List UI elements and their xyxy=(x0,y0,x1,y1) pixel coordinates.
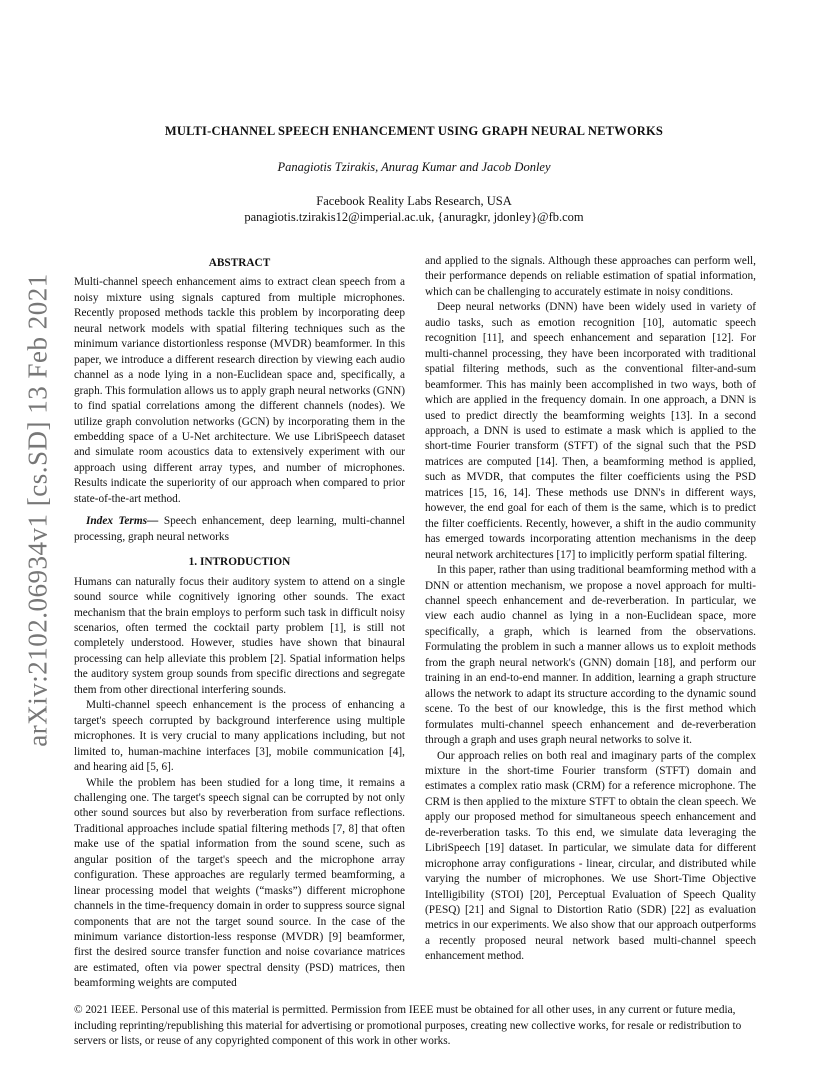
paper-title: MULTI-CHANNEL SPEECH ENHANCEMENT USING GRAPH NEURAL NETWORKS xyxy=(164,124,664,138)
author-list: Panagiotis Tzirakis, Anurag Kumar and Jacob Donley xyxy=(277,160,551,174)
intro-paragraph-3: While the problem has been studied for a long time, it remains a challenging one. The target's speech signal can be corrupted by not only other sound sources but also by reverberation from surface reflections. Traditional approaches include spatial filtering methods [7, 8] that often make use of the spatial information from the sound scene, such as angular position of the target's speech and the microphone array configuration. These approaches are regularly termed beamforming, a linear processing model that weights (“masks”) different microphone channels in the time-frequency domain in order to suppress source signal components that are not the target sound source. In the case of the minimum variance distortion-less response (MVDR) [9] beamformer, first the desired source transfer function and noise covariance matrices are estimated, often via power spectral density (PSD) matrices, then beamforming weights are computed xyxy=(74,776,405,990)
author-emails: panagiotis.tzirakis12@imperial.ac.uk, {anuragkr, jdonley}@fb.com xyxy=(244,210,584,224)
intro-paragraph-5: In this paper, rather than using traditional beamforming method with a DNN or attention mechanism, we propose a novel approach for multi-channel speech enhancement and de-reverberation. In particular, we view each audio channel as lying in a non-Euclidean space, more specifically, a graph, which is learned from the observations. Formulating the problem in such a manner allows us to exploit methods from the graph neural network's (GNN) domain [18], and perform our training in an end-to-end manner. In addition, learning a graph structure allows the network to adapt its structure according to the dynamic sound scene. To the best of our knowledge, this is the first method which formulates multi-channel speech enhancement and de-reverberation through a graph and uses graph neural networks to solve it. xyxy=(425,564,756,747)
index-terms xyxy=(74,514,405,545)
intro-paragraph-1: Humans can naturally focus their auditory system to attend on a single sound source while cognitively ignoring other sounds. The exact mechanism that the brain employs to perform such task in difficult noisy scenarios, often termed the cocktail party problem [1], is still not completely understood. However, studies have shown that binaural processing can help alleviate this problem [2]. Spatial information helps the auditory system group sounds from specific directions and segregate them from other directional interfering sounds. xyxy=(74,575,405,696)
index-terms-text: Speech enhancement, deep learning, multi-channel processing, graph neural networks xyxy=(74,515,405,543)
affiliation-block xyxy=(74,193,754,225)
intro-paragraph-4: Deep neural networks (DNN) have been widely used in variety of audio tasks, such as emotion recognition [10], automatic speech recognition [11], and speech enhancement and separation [12]. For multi-channel processing, they have been incorporated with traditional spatial filtering methods, such as the conventional filter-and-sum beamformer. This has mainly been accomplished in two ways, both of which are applied in the frequency domain. In one approach, a DNN is used to predict directly the beamforming weights [13]. In a second approach, a DNN is used to estimate a mask which is applied to the short-time Fourier transform (STFT) of the signal such that the PSD matrices are computed [14]. Then, a beamforming method is applied, such as MVDR, that computes the filter coefficients using the PSD matrices [15, 16, 14]. These methods use DNN's in different ways, however, the end goal for each of them is the same, which is to predict the filter coefficients. Recently, however, a shift in the audio community has emerged towards incorporating attention mechanisms in the deep neural network architectures [17] to implicitly perform spatial filtering. xyxy=(425,301,756,561)
intro-paragraph-3-cont: and applied to the signals. Although these approaches can perform well, their performance depends on reliable estimation of spatial information, which can be challenging to accurately estimate in noisy conditions. xyxy=(425,255,756,298)
arxiv-identifier: arXiv:2102.06934v1 [cs.SD] 13 Feb 2021 xyxy=(22,273,53,747)
affiliation: Facebook Reality Labs Research, USA xyxy=(316,194,512,208)
intro-paragraph-6: Our approach relies on both real and imaginary parts of the complex mixture in the short-time Fourier transform (STFT) domain and estimates a complex ratio mask (CRM) for a reference microphone. The CRM is then applied to the mixture STFT to obtain the clean speech. We apply our proposed method for simultaneous speech enhancement and de-reverberation tasks. To this end, we simulate data leveraging the LibriSpeech [19] dataset. In particular, we simulate data for different microphone array configurations - linear, circular, and distributed while varying the number of microphones. We use Short-Time Objective Intelligibility (STOI) [20], Perceptual Evaluation of Speech Quality (PESQ) [21] and Signal to Distortion Ratio (SDR) [22] as evaluation metrics in our experiments. We also show that our approach outperforms a recently proposed neural network based multi-channel speech enhancement method. xyxy=(425,749,756,963)
abstract-heading: ABSTRACT xyxy=(208,257,271,269)
copyright-notice: © 2021 IEEE. Personal use of this material is permitted. Permission from IEEE must be obtained for all other uses, in any current or future media, including reprinting/republishing this material for advertising or promotional purposes, creating new collective works, for resale or redistribution to servers or lists, or reuse of any copyrighted component of this work in other works. xyxy=(74,1004,742,1047)
left-column xyxy=(74,254,405,992)
introduction-heading: 1. INTRODUCTION xyxy=(188,556,291,569)
abstract-text: Multi-channel speech enhancement aims to extract clean speech from a noisy mixture using signals captured from multiple microphones. Recently proposed methods tackle this problem by incorporating deep neural network models with spatial filtering techniques such as the minimum variance distortionless response (MVDR) beamformer. In this paper, we introduce a different research direction by viewing each audio channel as a node lying in a non-Euclidean space and, specifically, a graph. This formulation allows us to apply graph neural networks (GNN) to find spatial correlations among the different channels (nodes). We utilize graph convolution networks (GCN) by incorporating them in the embedding space of a U-Net architecture. We use LibriSpeech dataset and simulate room acoustics data to extensively experiment with our approach using different array types, and number of microphones. Results indicate the superiority of our approach when compared to prior state-of-the-art method. xyxy=(74,276,405,505)
right-column xyxy=(425,254,756,965)
index-terms-label: Index Terms— xyxy=(86,515,159,528)
intro-paragraph-2: Multi-channel speech enhancement is the process of enhancing a target's speech corrupted by background interference using multiple microphones. It is very crucial to many applications including, but not limited to, human-machine interfaces [3], mobile communication [4], and hearing aid [5, 6]. xyxy=(74,699,405,774)
arxiv-sidebar xyxy=(8,250,68,770)
